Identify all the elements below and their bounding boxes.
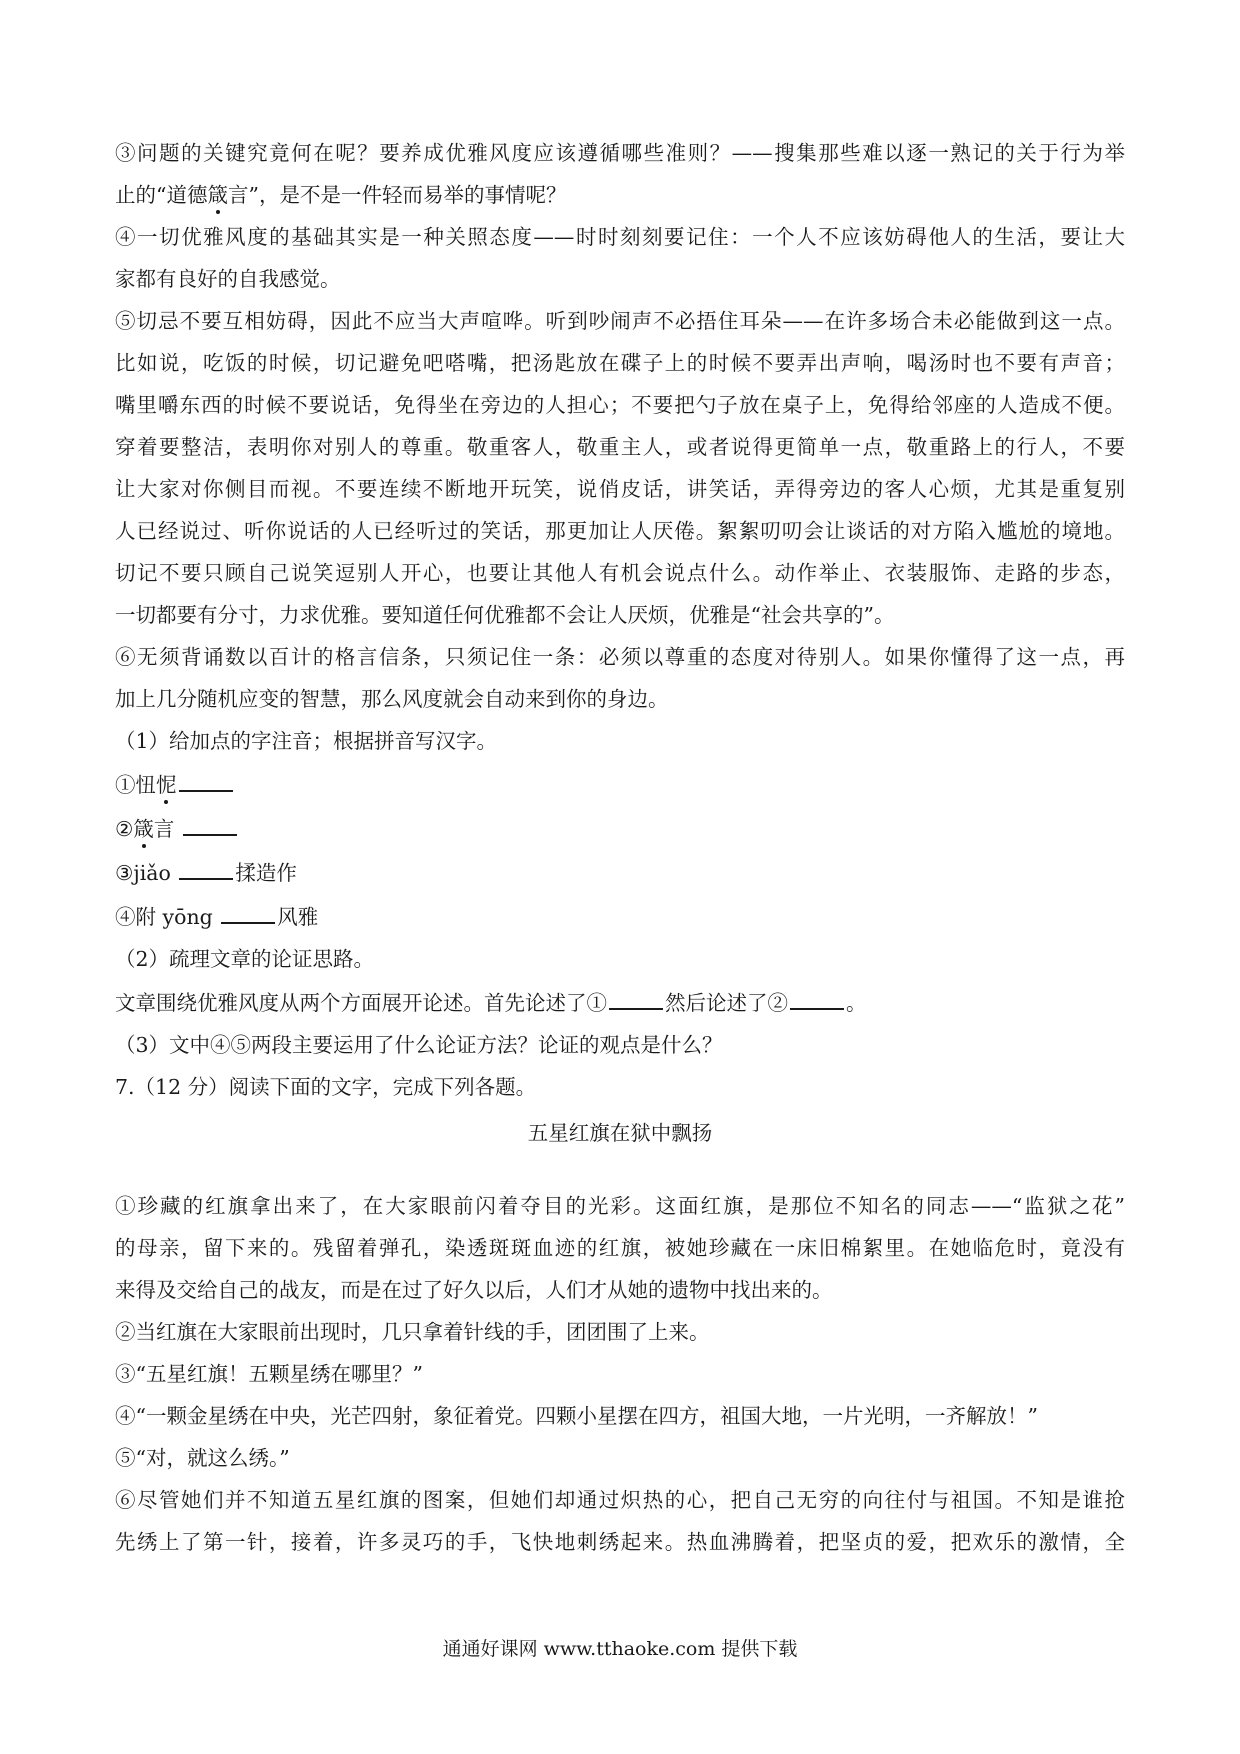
article-para-5: ⑤“对，就这么绣。” (115, 1446, 290, 1470)
answer-blank[interactable] (183, 814, 237, 836)
question-2-fill (115, 988, 1125, 1017)
question-1-item-c (115, 858, 1125, 887)
question-1-item-a (115, 770, 1125, 799)
article-para-6-line-2: 先绣上了第一针，接着，许多灵巧的手，飞快地刺绣起来。热血沸腾着，把坚贞的爱，把欢乐的激情，全 (115, 1530, 1125, 1554)
text-run: 然后论述了② (665, 991, 788, 1015)
passage-para-4-line-1: ④一切优雅风度的基础其实是一种关照态度——时时刻刻要记住：一个人不应该妨碍他人的生活，要让大 (115, 225, 1125, 249)
article-para-3: ③“五星红旗！五颗星绣在哪里？” (115, 1362, 423, 1386)
passage-para-5-line-1: ⑤切忌不要互相妨碍，因此不应当大声喧哗。听到吵闹声不必捂住耳朵——在许多场合未必能做到这一点。 (115, 309, 1125, 333)
text-run: ④附 yōng (115, 905, 213, 929)
article-para-1-line-1: ①珍藏的红旗拿出来了，在大家眼前闪着夺目的光彩。这面红旗，是那位不知名的同志——“监狱之花” (115, 1194, 1125, 1218)
passage-para-5-line-2: 比如说，吃饭的时候，切记避免吧嗒嘴，把汤匙放在碟子上的时候不要弄出声响，喝汤时也不要有声音； (115, 351, 1125, 375)
text-run: 风雅 (277, 905, 319, 929)
article-para-2: ②当红旗在大家眼前出现时，几只拿着针线的手，团团围了上来。 (115, 1320, 710, 1344)
page-content (115, 140, 1125, 1571)
answer-blank[interactable] (179, 858, 233, 880)
passage-para-3-line-2 (115, 182, 1125, 209)
question-3-prompt: （3）文中④⑤两段主要运用了什么论证方法？论证的观点是什么？ (115, 1033, 723, 1057)
text-run: 言 (153, 817, 175, 841)
question-7-heading: 7.（12 分）阅读下面的文字，完成下列各题。 (115, 1075, 537, 1099)
answer-blank[interactable] (790, 988, 844, 1010)
text-run: ①忸 (115, 773, 156, 797)
text-run: 言”，是不是一件轻而易举的事情呢？ (227, 183, 567, 207)
article-para-4: ④“一颗金星绣在中央，光芒四射，象征着党。四颗小星摆在四方，祖国大地，一片光明，一齐解放！” (115, 1404, 1038, 1428)
passage-para-6-line-2: 加上几分随机应变的智慧，那么风度就会自动来到你的身边。 (115, 687, 669, 711)
article-para-1-line-2: 的母亲，留下来的。残留着弹孔，染透斑斑血迹的红旗，被她珍藏在一床旧棉絮里。在她临危时，竟没有 (115, 1236, 1125, 1260)
passage-para-5-line-4: 穿着要整洁，表明你对别人的尊重。敬重客人，敬重主人，或者说得更简单一点，敬重路上的行人，不要 (115, 435, 1125, 459)
text-run: ③jiǎo (115, 861, 171, 885)
question-1-item-d (115, 902, 1125, 931)
text-run: 。 (846, 991, 867, 1015)
question-1-prompt: （1）给加点的字注音；根据拼音写汉字。 (115, 729, 498, 753)
passage-para-5-line-5: 让大家对你侧目而视。不要连续不断地开玩笑，说俏皮话，讲笑话，弄得旁边的客人心烦，尤其是重复别 (115, 477, 1125, 501)
passage-para-5-line-8: 一切都要有分寸，力求优雅。要知道任何优雅都不会让人厌烦，优雅是“社会共享的”。 (115, 603, 895, 627)
passage-para-5-line-3: 嘴里嚼东西的时候不要说话，免得坐在旁边的人担心；不要把勺子放在桌子上，免得给邻座的人造成不便。 (115, 393, 1125, 417)
passage-para-5-line-6: 人已经说过、听你说话的人已经听过的笑话，那更加让人厌倦。絮絮叨叨会让谈话的对方陷入尴尬的境地。 (115, 519, 1125, 543)
dotted-char: 箴 (207, 183, 228, 207)
article-para-6-line-1: ⑥尽管她们并不知道五星红旗的图案，但她们却通过炽热的心，把自己无穷的向往付与祖国。不知是谁抢 (115, 1488, 1125, 1512)
dotted-char: 怩 (156, 773, 177, 797)
text-run: 文章围绕优雅风度从两个方面展开论述。首先论述了① (115, 991, 607, 1015)
text-run: 止的“道德 (115, 183, 208, 207)
passage-para-6-line-1: ⑥无须背诵数以百计的格言信条，只须记住一条：必须以尊重的态度对待别人。如果你懂得了这一点，再 (115, 645, 1125, 669)
answer-blank[interactable] (179, 770, 233, 792)
dotted-char: 箴 (133, 817, 154, 841)
answer-blank[interactable] (609, 988, 663, 1010)
passage-para-3-line-1: ③问题的关键究竟何在呢？要养成优雅风度应该遵循哪些准则？——搜集那些难以逐一熟记的关于行为举 (115, 141, 1125, 165)
question-2-prompt: （2）疏理文章的论证思路。 (115, 947, 375, 971)
question-1-item-b: ②箴言 (115, 814, 1125, 843)
text-run: 揉造作 (235, 861, 297, 885)
answer-blank[interactable] (221, 902, 275, 924)
article-para-1-line-3: 来得及交给自己的战友，而是在过了好久以后，人们才从她的遗物中找出来的。 (115, 1278, 833, 1302)
passage-para-4-line-2: 家都有良好的自我感觉。 (115, 267, 341, 291)
page-footer: 通通好课网 www.tthaoke.com 提供下载 (442, 1638, 798, 1660)
passage-para-5-line-7: 切记不要只顾自己说笑逗别人开心，也要让其他人有机会说点什么。动作举止、衣装服饰、走路的步态， (115, 561, 1125, 585)
article-title: 五星红旗在狱中飘扬 (527, 1121, 713, 1145)
